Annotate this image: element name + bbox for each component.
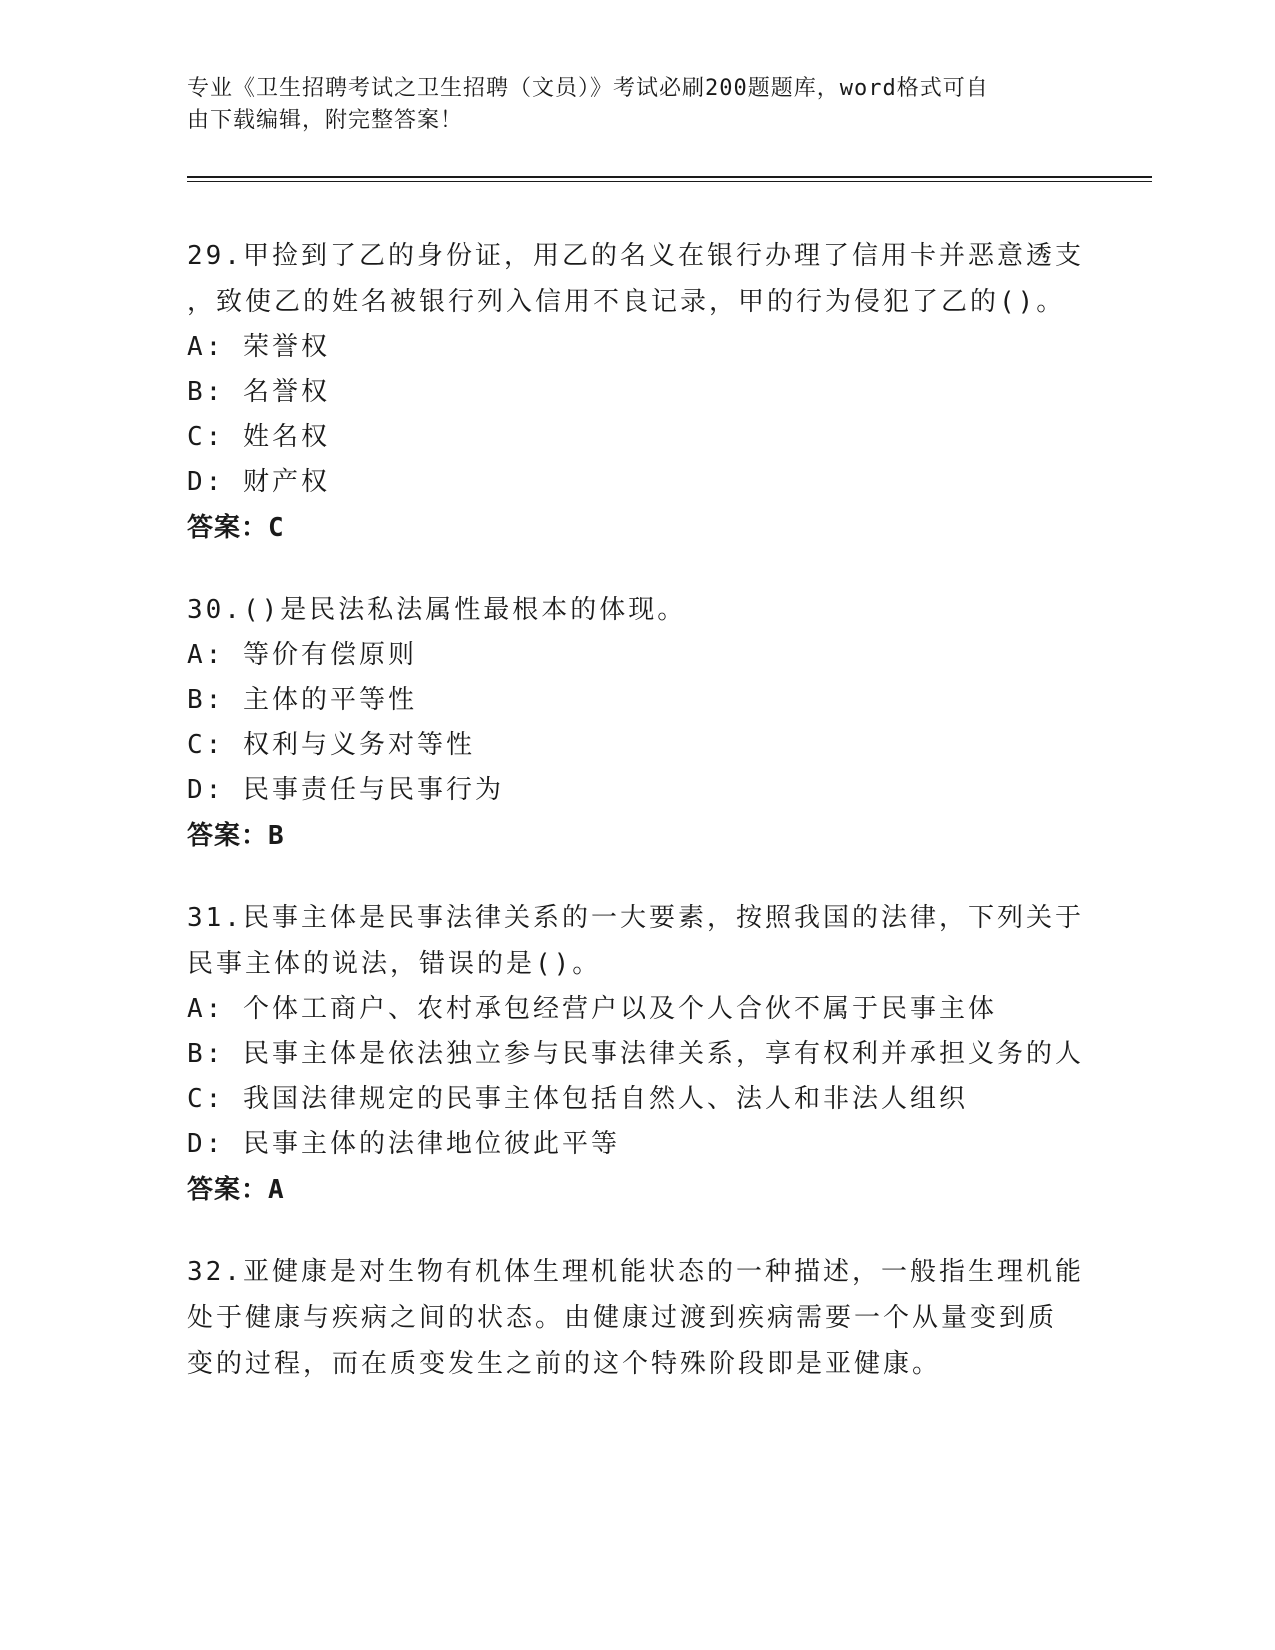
option-c: C: 我国法律规定的民事主体包括自然人、法人和非法人组织 [187, 1084, 968, 1114]
header-divider [187, 176, 1152, 178]
header-line: 专业《卫生招聘考试之卫生招聘（文员）》考试必刷200题题库，word格式可自 [187, 76, 989, 101]
answer: 答案：C [187, 513, 285, 543]
option-d: D: 民事责任与民事行为 [187, 775, 504, 805]
option-a: A: 个体工商户、农村承包经营户以及个人合伙不属于民事主体 [187, 994, 997, 1024]
option-a: A: 荣誉权 [187, 332, 330, 362]
header-line: 由下载编辑，附完整答案！ [187, 108, 464, 133]
option-d: D: 民事主体的法律地位彼此平等 [187, 1129, 620, 1159]
question-list [187, 233, 1087, 1423]
document-header [187, 73, 1057, 137]
option-c: C: 姓名权 [187, 422, 330, 452]
option-b: B: 名誉权 [187, 377, 330, 407]
option-d: D: 财产权 [187, 467, 330, 497]
header-divider-thin [187, 181, 1152, 182]
option-b: B: 主体的平等性 [187, 685, 417, 715]
question-30 [187, 587, 1087, 859]
question-29 [187, 233, 1087, 551]
question-stem: 29.甲捡到了乙的身份证，用乙的名义在银行办理了信用卡并恶意透支 [187, 241, 1084, 271]
question-stem: 32.亚健康是对生物有机体生理机能状态的一种描述，一般指生理机能 [187, 1257, 1084, 1287]
question-stem: 民事主体的说法，错误的是()。 [187, 949, 602, 979]
question-31 [187, 895, 1087, 1213]
option-a: A: 等价有偿原则 [187, 640, 417, 670]
answer: 答案：B [187, 821, 285, 851]
question-stem: 30.()是民法私法属性最根本的体现。 [187, 595, 687, 625]
answer: 答案：A [187, 1175, 285, 1205]
question-stem: 变的过程，而在质变发生之前的这个特殊阶段即是亚健康。 [187, 1349, 942, 1379]
question-stem: ，致使乙的姓名被银行列入信用不良记录，甲的行为侵犯了乙的()。 [187, 287, 1066, 317]
option-c: C: 权利与义务对等性 [187, 730, 475, 760]
question-stem: 处于健康与疾病之间的状态。由健康过渡到疾病需要一个从量变到质 [187, 1303, 1058, 1333]
question-32 [187, 1249, 1087, 1387]
option-b: B: 民事主体是依法独立参与民事法律关系，享有权利并承担义务的人 [187, 1039, 1084, 1069]
question-stem: 31.民事主体是民事法律关系的一大要素，按照我国的法律，下列关于 [187, 903, 1084, 933]
